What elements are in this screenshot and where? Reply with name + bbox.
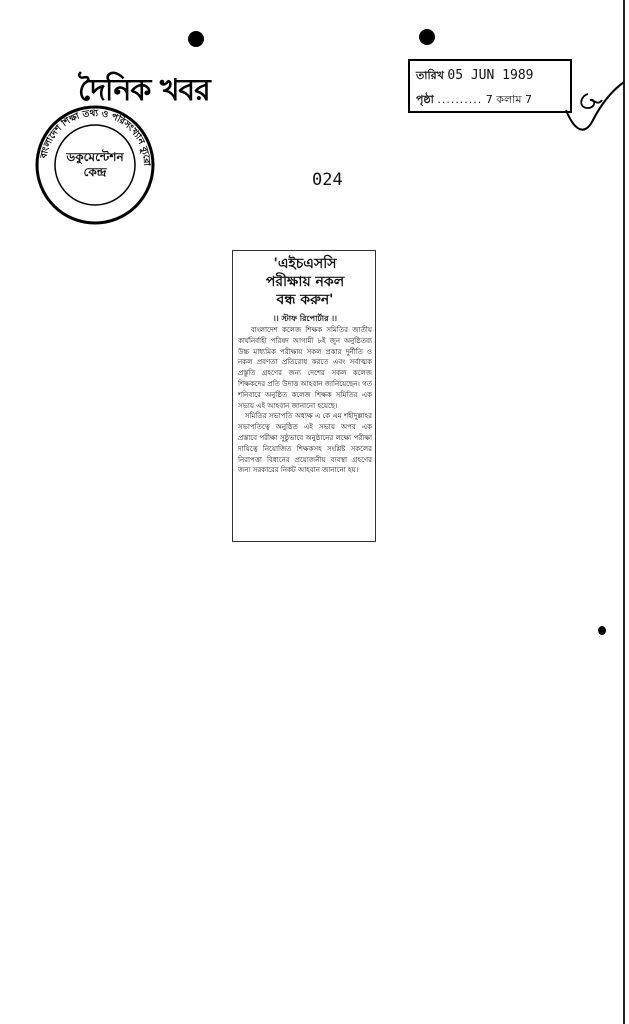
date-page-stamp — [408, 59, 572, 113]
page-number: 024 — [312, 170, 343, 190]
handwritten-tick-mark — [560, 70, 629, 140]
stamp-page-value: 7 কলাম 7 — [485, 93, 532, 106]
clipping-headline — [239, 255, 371, 309]
stamp-page-label: পৃষ্ঠা — [416, 93, 434, 106]
clipping-headline-line1: 'এইচএসসি — [273, 256, 337, 272]
punch-hole-right — [419, 29, 435, 45]
seal-center-text — [34, 150, 156, 180]
clipping-headline-line3: বন্ধ করুন' — [276, 292, 334, 308]
stamp-date-value: 05 JUN 1989 — [447, 68, 534, 83]
stamp-date-row — [416, 67, 533, 86]
ink-speck — [598, 626, 606, 635]
newspaper-masthead: দৈনিক খবর — [78, 73, 210, 108]
seal-center-line1: ডকুমেন্টেশন — [66, 150, 124, 164]
stamp-page-row: পৃষ্ঠা .......... 7 কলাম 7 — [416, 93, 532, 106]
stamp-date-label: তারিখ — [416, 69, 444, 82]
seal-ring-text: বাংলাদেশ শিক্ষা তথ্য ও পরিসংখ্যান ব্যুরো — [39, 108, 152, 167]
newspaper-clipping — [232, 250, 376, 542]
clipping-body-text: বাংলাদেশ কলেজ শিক্ষক সমিতির জাতীয় কার্যনির্বাহী পরিষদ আগামী ৮ই জুন অনুষ্ঠিতব্য উচ্চ মাধ্যমিক পরীক্ষায় সকল প্রকার দুর্নীতি ও নকল প্রবণতা প্রতিরোধ করতে এবং সর্বাত্মক প্রস্তুতি গ্রহণের জন্য দেশের সকল কলেজ শিক্ষকদের প্রতি উদাত্ত আহবান জানিয়েছেন। গত শনিবারে অনুষ্ঠিত কলেজ শিক্ষক সমিতির এক সভায় এই আহবান জানানো হয়েছে। সমিতির সভাপতি অধ্যক্ষ এ কে এম শহীদুল্লাহর সভাপতিত্বে অনুষ্ঠিত এই সভায় অপর এক প্রস্তাবে পরীক্ষা সুষ্ঠুভাবে অনুষ্ঠানের লক্ষ্যে পরীক্ষা দায়িত্বে নিয়োজিত শিক্ষকসহ সংশ্লিষ্ট সকলের নিরাপত্তা বিধানের প্রয়োজনীয় ব্যবস্থা গ্রহণের জন্য সরকারের নিকট আহবান জানানো হয়। — [238, 326, 372, 475]
clipping-headline-line2: পরীক্ষায় নকল — [265, 274, 345, 290]
page-edge-line — [623, 0, 625, 1024]
clipping-byline: ।। স্টাফ রিপোর্টার ।। — [273, 314, 337, 323]
punch-hole-left — [188, 31, 204, 47]
seal-center-line2: কেন্দ্র — [83, 165, 107, 179]
